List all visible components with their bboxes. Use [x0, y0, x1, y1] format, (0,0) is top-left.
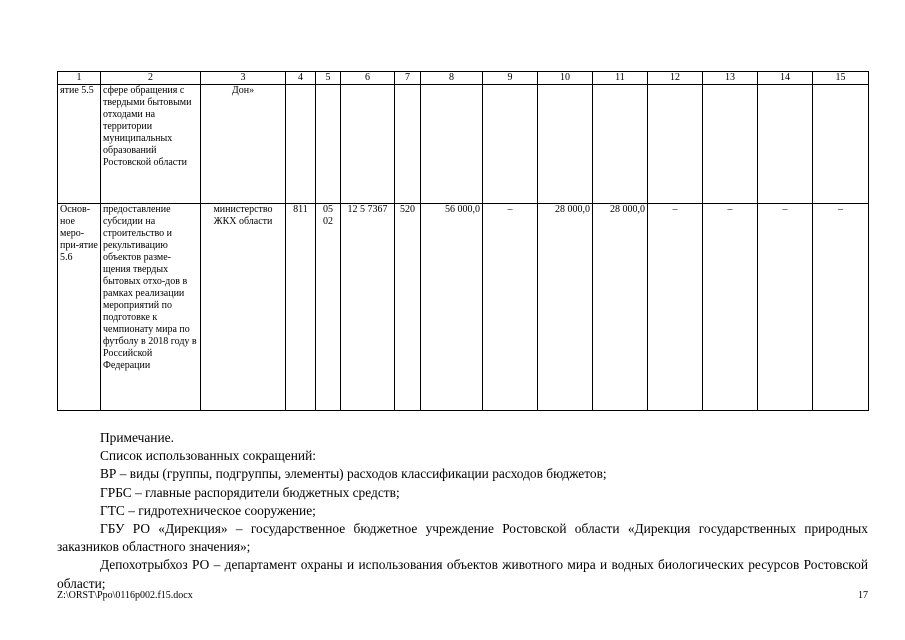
notes-section [57, 429, 868, 593]
abbreviation-vr: ВР – виды (группы, подгруппы, элементы) расходов классификации расходов бюджетов; [100, 466, 607, 482]
executor-cell: Дон» [201, 85, 286, 204]
total-amount-cell: 56 000,0 [421, 204, 483, 411]
table-cell [593, 85, 648, 204]
grbs-cell: 811 [286, 204, 316, 411]
budget-table [57, 71, 869, 411]
file-path: Z:\ORST\Ppo\0116p002.f15.docx [57, 590, 193, 601]
table-cell [395, 85, 421, 204]
header-cell: 4 [286, 72, 316, 85]
table-cell [648, 85, 703, 204]
table-cell [813, 85, 869, 204]
measure-number-cell: ятие 5.5 [58, 85, 101, 204]
year-amount-cell: 28 000,0 [538, 204, 593, 411]
header-cell: 2 [101, 72, 201, 85]
table-row [58, 85, 869, 204]
table-cell [703, 85, 758, 204]
abbreviation-gbu: ГБУ РО «Дирекция» – государственное бюджетное учреждение Ростовской области «Дирекция государственных природных заказников областного значения»; [57, 521, 868, 555]
abbreviations-title: Список использованных сокращений: [100, 448, 316, 464]
header-cell: 1 [58, 72, 101, 85]
rzpr-cell: 05 02 [316, 204, 341, 411]
note-title: Примечание. [100, 430, 174, 445]
year-amount-cell: – [758, 204, 813, 411]
measure-name-cell: сфере обращения с твердыми бытовыми отходами на территории муниципальных образований Ростовской области [101, 85, 201, 204]
header-cell: 13 [703, 72, 758, 85]
year-amount-cell: 28 000,0 [593, 204, 648, 411]
year-amount-cell: – [648, 204, 703, 411]
table-row [58, 204, 869, 411]
table-cell [483, 85, 538, 204]
abbreviation-gts: ГТС – гидротехническое сооружение; [100, 502, 316, 518]
header-cell: 9 [483, 72, 538, 85]
table-cell [316, 85, 341, 204]
table-cell [341, 85, 395, 204]
year-amount-cell: – [813, 204, 869, 411]
page-number: 17 [858, 590, 868, 601]
year-amount-cell: – [483, 204, 538, 411]
header-cell: 6 [341, 72, 395, 85]
measure-number-cell: Основ-ное меро-при-ятие 5.6 [58, 204, 101, 411]
abbreviation-grbs: ГРБС – главные распорядители бюджетных средств; [100, 484, 400, 500]
csr-cell: 12 5 7367 [341, 204, 395, 411]
header-cell: 12 [648, 72, 703, 85]
header-cell: 10 [538, 72, 593, 85]
table-cell [538, 85, 593, 204]
vr-cell: 520 [395, 204, 421, 411]
abbreviation-depo: Депохотрыбхоз РО – департамент охраны и использования объектов животного мира и водных биологических ресурсов Ростовской области; [57, 557, 868, 591]
header-cell: 7 [395, 72, 421, 85]
header-cell: 3 [201, 72, 286, 85]
table-cell [421, 85, 483, 204]
table-cell [286, 85, 316, 204]
executor-cell: министерство ЖКХ области [201, 204, 286, 411]
header-cell: 14 [758, 72, 813, 85]
table-cell [758, 85, 813, 204]
header-cell: 11 [593, 72, 648, 85]
header-cell: 5 [316, 72, 341, 85]
year-amount-cell: – [703, 204, 758, 411]
measure-name-cell: предоставление субсидии на строительство и рекультивацию объектов разме-щения твердых бытовых отхо-дов в рамках реализации мероприятий по подготовке к чемпионату мира по футболу в 2018 году в Российской Федерации [101, 204, 201, 411]
header-cell: 8 [421, 72, 483, 85]
header-cell: 15 [813, 72, 869, 85]
table-header-row [58, 72, 869, 85]
